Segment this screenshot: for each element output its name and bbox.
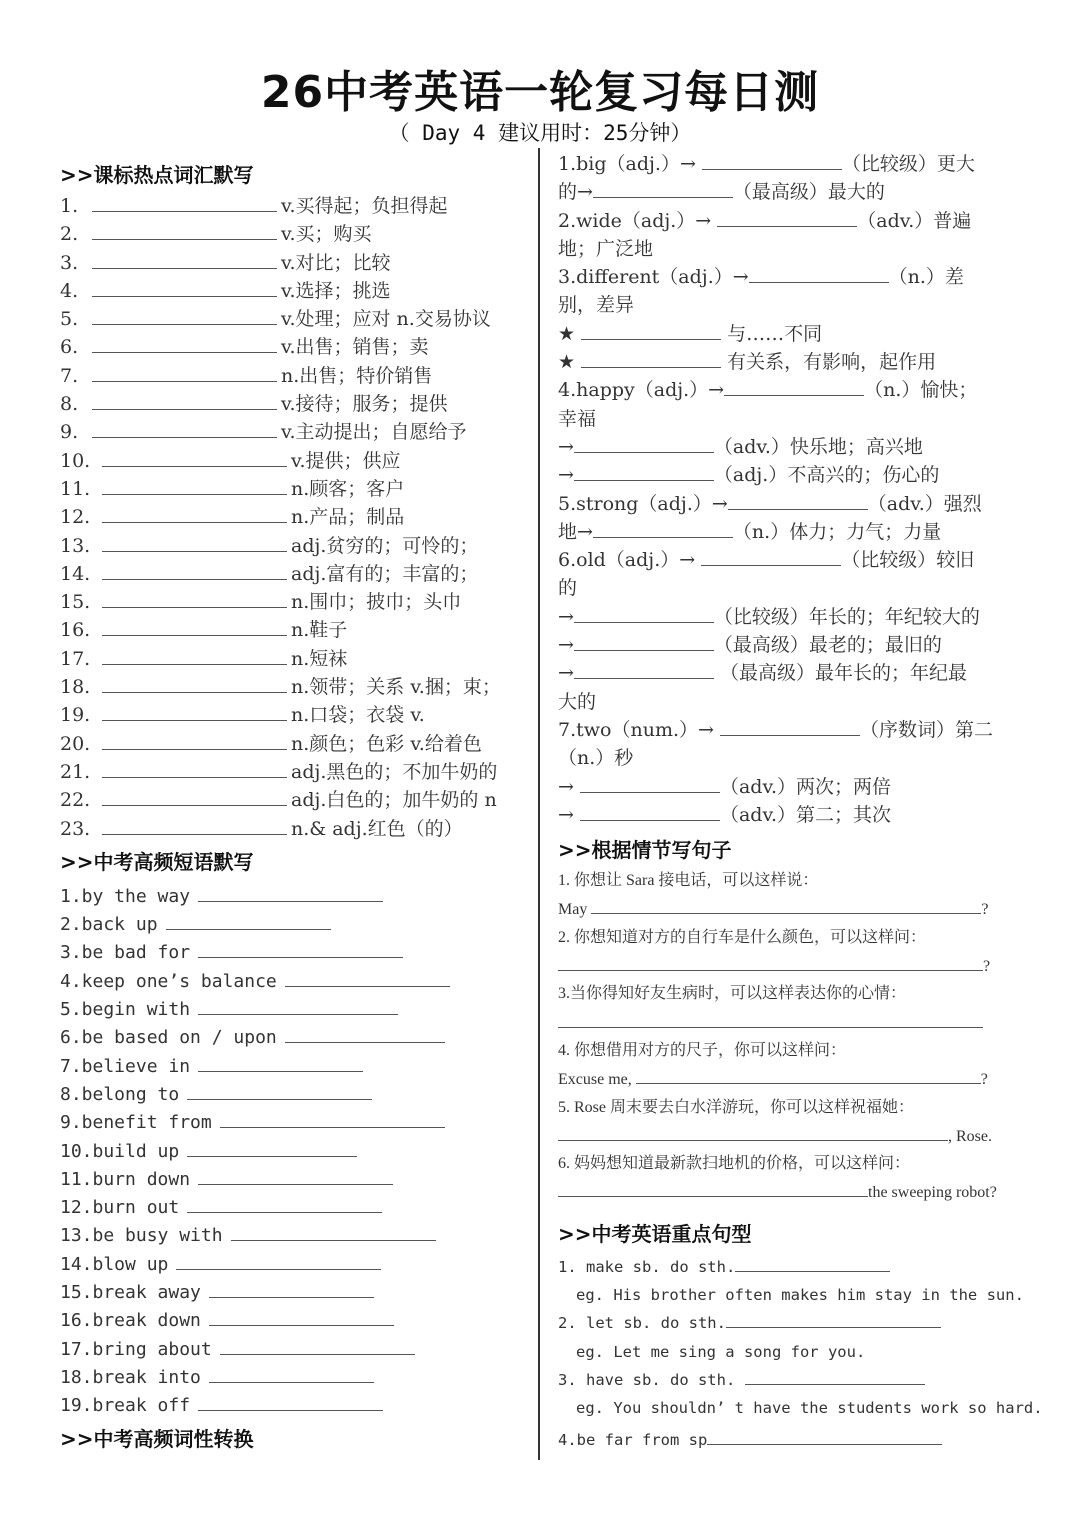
pattern-text: 2. let sb. do sth. bbox=[558, 1314, 726, 1333]
vocab-answer-blank[interactable] bbox=[102, 674, 287, 693]
vocab-answer-blank[interactable] bbox=[102, 759, 287, 778]
vocab-row bbox=[60, 758, 530, 786]
phrase-list bbox=[60, 883, 530, 1421]
wordform-prefix: ★ bbox=[558, 351, 582, 374]
phrase-answer-blank[interactable] bbox=[198, 883, 383, 902]
wordform-prefix: 1.big（adj.）→ bbox=[558, 153, 702, 175]
wordform-answer-blank[interactable] bbox=[717, 208, 857, 227]
wordform-answer-blank[interactable] bbox=[574, 604, 714, 623]
vocab-meaning: n.颜色；色彩 v.给着色 bbox=[291, 732, 482, 755]
wordform-prefix: 4.happy（adj.）→ bbox=[558, 379, 725, 402]
phrase-row bbox=[60, 1307, 530, 1335]
phrase-answer-blank[interactable] bbox=[166, 911, 331, 930]
vocab-meaning: v.买；购买 bbox=[281, 223, 372, 246]
vocab-meaning: n.& adj.红色（的） bbox=[291, 817, 463, 840]
vocab-answer-blank[interactable] bbox=[102, 646, 287, 665]
wordform-suffix: 有关系，有影响，起作用 bbox=[721, 351, 937, 374]
wordform-line bbox=[558, 207, 1033, 235]
sentence-prefix: Excuse me, bbox=[558, 1071, 636, 1089]
phrase-row bbox=[60, 1109, 530, 1137]
item-number: 5. bbox=[60, 308, 79, 331]
sentence-prompt: 4. 你想借用对方的尺子，你可以这样问： bbox=[558, 1041, 847, 1059]
sentence-answer-blank[interactable] bbox=[636, 1065, 981, 1084]
phrase-row bbox=[60, 1053, 530, 1081]
vocab-meaning: v.买得起；负担得起 bbox=[281, 195, 448, 217]
vocab-row bbox=[60, 277, 530, 305]
section-heading-patterns: >>中考英语重点句型 bbox=[558, 1221, 752, 1246]
vocab-answer-blank[interactable] bbox=[102, 476, 287, 495]
phrase-text: 12.burn out bbox=[60, 1197, 180, 1219]
wordform-answer-blank[interactable] bbox=[574, 434, 714, 453]
phrase-text: 6.be based on / upon bbox=[60, 1027, 277, 1049]
pattern-row bbox=[558, 1366, 1033, 1394]
phrase-text: 3.be bad for bbox=[60, 942, 191, 964]
wordform-suffix: （adv.）第二；其次 bbox=[719, 803, 891, 826]
phrase-row bbox=[60, 996, 530, 1024]
phrase-text: 2.back up bbox=[60, 914, 158, 936]
column-divider bbox=[538, 148, 540, 1460]
item-number: 4. bbox=[60, 279, 79, 302]
wordform-prefix: 6.old（adj.）→ bbox=[558, 549, 702, 572]
item-number: 22. bbox=[60, 789, 91, 812]
phrase-text: 1.by the way bbox=[60, 885, 191, 907]
phrase-text: 19.break off bbox=[60, 1395, 191, 1417]
sentence-answer-line bbox=[558, 1065, 1033, 1093]
vocab-list bbox=[60, 192, 530, 843]
vocab-row bbox=[60, 390, 530, 418]
wordform-answer-blank[interactable] bbox=[574, 462, 714, 481]
phrase-text: 8.belong to bbox=[60, 1083, 180, 1105]
wordform-line bbox=[558, 291, 1033, 319]
vocab-meaning: v.接待；服务；提供 bbox=[281, 393, 448, 416]
phrase-text: 18.break into bbox=[60, 1366, 201, 1388]
wordform-prefix: 5.strong（adj.）→ bbox=[558, 492, 728, 515]
vocab-answer-blank[interactable] bbox=[102, 787, 287, 806]
wordform-suffix: （序数词）第二 bbox=[859, 718, 993, 741]
section-heading-phrases: >>中考高频短语默写 bbox=[60, 849, 254, 874]
vocab-answer-blank[interactable] bbox=[102, 561, 287, 580]
vocab-answer-blank[interactable] bbox=[92, 306, 277, 325]
phrase-text: 11.burn down bbox=[60, 1168, 191, 1190]
phrase-row bbox=[60, 883, 530, 911]
wordform-prefix: ★ bbox=[558, 322, 582, 345]
wordform-prefix: 地；广泛地 bbox=[558, 237, 654, 260]
wordform-suffix: （n.）愉快； bbox=[864, 379, 978, 402]
phrase-text: 16.break down bbox=[60, 1310, 201, 1332]
right-column bbox=[558, 150, 1043, 1455]
wordform-line bbox=[558, 461, 1033, 489]
pattern-answer-blank[interactable] bbox=[707, 1426, 942, 1445]
phrase-row bbox=[60, 1279, 530, 1307]
vocab-answer-blank[interactable] bbox=[102, 504, 287, 523]
sentence-answer-blank[interactable] bbox=[558, 1122, 948, 1141]
vocab-answer-blank[interactable] bbox=[92, 363, 277, 382]
vocab-row bbox=[60, 588, 530, 616]
vocab-row bbox=[60, 532, 530, 560]
wordform-suffix: （最高级）最老的；最旧的 bbox=[713, 634, 942, 657]
wordform-suffix: （adv.）快乐地；高兴地 bbox=[713, 435, 923, 458]
vocab-answer-blank[interactable] bbox=[102, 702, 287, 721]
item-number: 17. bbox=[60, 647, 91, 670]
sentence-suffix: the sweeping robot? bbox=[868, 1184, 997, 1202]
wordform-prefix: → bbox=[558, 605, 574, 628]
phrase-answer-blank[interactable] bbox=[220, 1109, 445, 1128]
vocab-answer-blank[interactable] bbox=[92, 193, 277, 212]
pattern-row bbox=[558, 1253, 1033, 1281]
left-column bbox=[60, 158, 530, 1456]
item-number: 2. bbox=[60, 223, 79, 246]
wordform-suffix: （比较级）年长的；年纪较大的 bbox=[713, 605, 980, 628]
phrase-answer-blank[interactable] bbox=[231, 1222, 436, 1241]
phrase-answer-blank[interactable] bbox=[198, 996, 398, 1015]
vocab-row bbox=[60, 673, 530, 701]
vocab-row bbox=[60, 786, 530, 814]
pattern-answer-blank[interactable] bbox=[726, 1309, 941, 1328]
pattern-example: eg. Let me sing a song for you. bbox=[576, 1342, 866, 1361]
phrase-row bbox=[60, 939, 530, 967]
vocab-answer-blank[interactable] bbox=[102, 816, 287, 835]
phrase-row bbox=[60, 1251, 530, 1279]
phrase-answer-blank[interactable] bbox=[209, 1307, 394, 1326]
phrase-answer-blank[interactable] bbox=[220, 1336, 415, 1355]
phrase-text: 9.benefit from bbox=[60, 1112, 212, 1134]
vocab-row bbox=[60, 192, 530, 220]
pattern-answer-blank[interactable] bbox=[735, 1253, 890, 1272]
wordform-answer-blank[interactable] bbox=[581, 321, 721, 340]
item-number: 15. bbox=[60, 591, 91, 614]
wordform-line bbox=[558, 235, 1033, 263]
wordform-line bbox=[558, 376, 1033, 404]
item-number: 12. bbox=[60, 506, 91, 529]
wordform-answer-blank[interactable] bbox=[580, 802, 720, 821]
pattern-text: 3. have sb. do sth. bbox=[558, 1370, 745, 1389]
vocab-row bbox=[60, 362, 530, 390]
wordform-line bbox=[558, 801, 1033, 829]
phrase-text: 4.keep one’s balance bbox=[60, 970, 277, 992]
vocab-row bbox=[60, 333, 530, 361]
vocab-meaning: n.出售；特价销售 bbox=[281, 364, 433, 387]
pattern-list bbox=[558, 1253, 1043, 1455]
vocab-row bbox=[60, 475, 530, 503]
wordform-line bbox=[558, 348, 1033, 376]
phrase-row bbox=[60, 1364, 530, 1392]
phrase-row bbox=[60, 1336, 530, 1364]
vocab-row bbox=[60, 503, 530, 531]
vocab-meaning: adj.白色的；加牛奶的 n bbox=[291, 789, 497, 812]
wordform-prefix: → bbox=[558, 775, 580, 798]
wordform-prefix: （n.）秒 bbox=[558, 747, 634, 770]
vocab-row bbox=[60, 730, 530, 758]
wordform-answer-blank[interactable] bbox=[720, 717, 860, 736]
item-number: 14. bbox=[60, 562, 91, 585]
wordform-answer-blank[interactable] bbox=[702, 151, 842, 170]
phrase-text: 15.break away bbox=[60, 1281, 201, 1303]
section-heading-wordform: >>中考高频词性转换 bbox=[60, 1427, 254, 1452]
vocab-answer-blank[interactable] bbox=[92, 278, 277, 297]
vocab-answer-blank[interactable] bbox=[102, 731, 287, 750]
item-number: 3. bbox=[60, 251, 79, 274]
vocab-meaning: v.主动提出；自愿给予 bbox=[281, 421, 467, 444]
item-number: 10. bbox=[60, 449, 91, 472]
wordform-prefix: 大的 bbox=[558, 690, 597, 713]
phrase-answer-blank[interactable] bbox=[187, 1194, 382, 1213]
wordform-prefix: 的 bbox=[558, 577, 578, 600]
section-heading-sentences: >>根据情节写句子 bbox=[558, 838, 732, 863]
phrase-answer-blank[interactable] bbox=[198, 1392, 383, 1411]
wordform-line bbox=[558, 150, 1033, 178]
wordform-answer-blank[interactable] bbox=[574, 660, 714, 679]
vocab-row bbox=[60, 645, 530, 673]
wordform-line bbox=[558, 631, 1033, 659]
wordform-answer-blank[interactable] bbox=[581, 349, 721, 368]
vocab-answer-blank[interactable] bbox=[92, 419, 277, 438]
vocab-row bbox=[60, 418, 530, 446]
sentence-prompt: 3.当你得知好友生病时，可以这样表达你的心情： bbox=[558, 985, 907, 1003]
vocab-meaning: v.选择；挑选 bbox=[281, 279, 391, 302]
wordform-prefix: 3.different（adj.）→ bbox=[558, 266, 749, 289]
sentence-answer-line bbox=[558, 1178, 1033, 1206]
wordform-answer-blank[interactable] bbox=[574, 632, 714, 651]
phrase-row bbox=[60, 911, 530, 939]
vocab-answer-blank[interactable] bbox=[102, 617, 287, 636]
item-number: 16. bbox=[60, 619, 91, 642]
wordform-line bbox=[558, 178, 1033, 206]
vocab-row bbox=[60, 305, 530, 333]
sentence-list bbox=[558, 867, 1033, 1207]
wordform-prefix: 幸福 bbox=[558, 407, 597, 430]
phrase-text: 7.believe in bbox=[60, 1055, 191, 1077]
vocab-meaning: v.提供；供应 bbox=[291, 449, 401, 472]
phrase-answer-blank[interactable] bbox=[209, 1279, 374, 1298]
sentence-answer-blank[interactable] bbox=[558, 1009, 983, 1028]
wordform-suffix: （adv.）普遍 bbox=[857, 209, 972, 232]
vocab-answer-blank[interactable] bbox=[92, 221, 277, 240]
wordform-line bbox=[558, 405, 1033, 433]
wordform-suffix: （n.）差 bbox=[888, 266, 964, 289]
phrase-answer-blank[interactable] bbox=[209, 1364, 374, 1383]
wordform-prefix: → bbox=[558, 435, 574, 458]
wordform-line bbox=[558, 603, 1033, 631]
item-number: 8. bbox=[60, 393, 79, 416]
pattern-text: 4.be far from sp bbox=[558, 1431, 708, 1450]
wordform-answer-blank[interactable] bbox=[593, 519, 733, 538]
vocab-row bbox=[60, 249, 530, 277]
pattern-example: eg. His brother often makes him stay in the sun. bbox=[576, 1285, 1024, 1304]
vocab-meaning: n.顾客；客户 bbox=[291, 477, 405, 500]
phrase-answer-blank[interactable] bbox=[187, 1081, 372, 1100]
vocab-meaning: v.出售；销售；卖 bbox=[281, 336, 429, 359]
vocab-meaning: n.围巾；披巾；头巾 bbox=[291, 591, 462, 614]
wordform-suffix: （adv.）两次；两倍 bbox=[719, 775, 891, 798]
sentence-suffix: ? bbox=[981, 901, 989, 919]
vocab-meaning: adj.黑色的；不加牛奶的 bbox=[291, 760, 498, 783]
vocab-answer-blank[interactable] bbox=[102, 448, 287, 467]
wordform-suffix: （比较级）较旧 bbox=[841, 549, 975, 572]
phrase-answer-blank[interactable] bbox=[198, 1053, 363, 1072]
phrase-row bbox=[60, 1222, 530, 1250]
sentence-prefix: May bbox=[558, 901, 592, 919]
phrase-answer-blank[interactable] bbox=[198, 939, 403, 958]
section-heading-vocab: >>课标热点词汇默写 bbox=[60, 163, 254, 187]
item-number: 1. bbox=[60, 195, 79, 217]
vocab-meaning: n.鞋子 bbox=[291, 619, 348, 642]
phrase-text: 10.build up bbox=[60, 1140, 180, 1162]
item-number: 20. bbox=[60, 732, 91, 755]
wordform-suffix: （最高级）最大的 bbox=[732, 181, 885, 204]
sentence-answer-line bbox=[558, 895, 1033, 923]
wordform-line bbox=[558, 263, 1033, 291]
vocab-row bbox=[60, 560, 530, 588]
vocab-meaning: n.短袜 bbox=[291, 647, 348, 670]
wordform-answer-blank[interactable] bbox=[701, 547, 841, 566]
sentence-answer-blank[interactable] bbox=[558, 952, 983, 971]
vocab-meaning: n.口袋；衣袋 v. bbox=[291, 704, 425, 727]
wordform-line bbox=[558, 433, 1033, 461]
phrase-row bbox=[60, 1138, 530, 1166]
wordform-line bbox=[558, 716, 1033, 744]
pattern-answer-blank[interactable] bbox=[745, 1366, 925, 1385]
sentence-answer-line bbox=[558, 1009, 1033, 1037]
phrase-answer-blank[interactable] bbox=[187, 1138, 357, 1157]
wordform-prefix: 2.wide（adj.）→ bbox=[558, 209, 718, 232]
sentence-suffix: , Rose. bbox=[948, 1127, 992, 1145]
wordform-line bbox=[558, 688, 1033, 716]
phrase-row bbox=[60, 1166, 530, 1194]
sentence-answer-blank[interactable] bbox=[558, 1178, 868, 1197]
wordform-line bbox=[558, 320, 1033, 348]
sentence-answer-line bbox=[558, 952, 1033, 980]
wordform-line bbox=[558, 546, 1033, 574]
vocab-answer-blank[interactable] bbox=[92, 334, 277, 353]
item-number: 18. bbox=[60, 676, 91, 699]
sentence-answer-blank[interactable] bbox=[591, 895, 981, 914]
item-number: 11. bbox=[60, 477, 91, 500]
wordform-prefix: 地→ bbox=[558, 520, 593, 543]
phrase-answer-blank[interactable] bbox=[176, 1251, 381, 1270]
vocab-meaning: n.领带；关系 v.捆；束； bbox=[291, 676, 501, 699]
phrase-row bbox=[60, 1392, 530, 1420]
pattern-example: eg. You shouldn’ t have the students work so hard. bbox=[576, 1399, 1043, 1418]
phrase-answer-blank[interactable] bbox=[285, 1024, 445, 1043]
wordform-line bbox=[558, 490, 1033, 518]
wordform-answer-blank[interactable] bbox=[749, 264, 889, 283]
wordform-suffix: （n.）体力；力气；力量 bbox=[732, 520, 942, 543]
phrase-text: 14.blow up bbox=[60, 1253, 169, 1275]
item-number: 6. bbox=[60, 336, 79, 359]
vocab-row bbox=[60, 220, 530, 248]
vocab-answer-blank[interactable] bbox=[102, 533, 287, 552]
vocab-row bbox=[60, 447, 530, 475]
wordform-list bbox=[558, 150, 1033, 829]
wordform-prefix: 别，差异 bbox=[558, 294, 635, 317]
wordform-suffix: （比较级）更大 bbox=[841, 153, 975, 175]
wordform-prefix: → bbox=[558, 662, 574, 685]
item-number: 7. bbox=[60, 364, 79, 387]
wordform-suffix: （adv.）强烈 bbox=[867, 492, 982, 515]
wordform-prefix: 7.two（num.）→ bbox=[558, 718, 720, 741]
item-number: 9. bbox=[60, 421, 79, 444]
vocab-meaning: v.对比；比较 bbox=[281, 251, 391, 274]
vocab-row bbox=[60, 616, 530, 644]
vocab-answer-blank[interactable] bbox=[92, 391, 277, 410]
pattern-text: 1. make sb. do sth. bbox=[558, 1257, 736, 1276]
phrase-text: 17.bring about bbox=[60, 1338, 212, 1360]
page-subtitle: （ Day 4 建议用时：25分钟） bbox=[388, 121, 692, 145]
wordform-suffix: （最高级）最年长的；年纪最 bbox=[713, 662, 967, 685]
wordform-prefix: 的→ bbox=[558, 181, 593, 204]
phrase-row bbox=[60, 968, 530, 996]
sentence-prompt: 1. 你想让 Sara 接电话，可以这样说： bbox=[558, 872, 819, 890]
vocab-row bbox=[60, 701, 530, 729]
vocab-meaning: v.处理；应对 n.交易协议 bbox=[281, 308, 491, 331]
wordform-answer-blank[interactable] bbox=[580, 774, 720, 793]
wordform-prefix: → bbox=[558, 803, 580, 826]
vocab-answer-blank[interactable] bbox=[102, 589, 287, 608]
sentence-prompt: 2. 你想知道对方的自行车是什么颜色，可以这样问： bbox=[558, 928, 927, 946]
wordform-answer-blank[interactable] bbox=[593, 179, 733, 198]
item-number: 13. bbox=[60, 534, 91, 557]
wordform-prefix: → bbox=[558, 634, 574, 657]
wordform-line bbox=[558, 744, 1033, 772]
wordform-line bbox=[558, 773, 1033, 801]
wordform-line bbox=[558, 518, 1033, 546]
phrase-answer-blank[interactable] bbox=[285, 968, 450, 987]
wordform-line bbox=[558, 659, 1033, 687]
pattern-row bbox=[558, 1309, 1033, 1337]
item-number: 23. bbox=[60, 817, 91, 840]
wordform-suffix: 与……不同 bbox=[721, 322, 823, 345]
phrase-text: 13.be busy with bbox=[60, 1225, 223, 1247]
item-number: 21. bbox=[60, 760, 91, 783]
wordform-prefix: → bbox=[558, 464, 574, 487]
sentence-prompt: 5. Rose 周末要去白水洋游玩，你可以这样祝福她： bbox=[558, 1098, 915, 1116]
vocab-answer-blank[interactable] bbox=[92, 250, 277, 269]
vocab-meaning: n.产品；制品 bbox=[291, 506, 405, 529]
wordform-suffix: （adj.）不高兴的；伤心的 bbox=[713, 464, 940, 487]
wordform-answer-blank[interactable] bbox=[728, 491, 868, 510]
vocab-meaning: adj.贫穷的；可怜的； bbox=[291, 534, 479, 557]
sentence-suffix: ? bbox=[983, 958, 991, 976]
page-title: 26中考英语一轮复习每日测 bbox=[260, 67, 820, 118]
phrase-row bbox=[60, 1194, 530, 1222]
wordform-line bbox=[558, 574, 1033, 602]
sentence-prompt: 6. 妈妈想知道最新款扫地机的价格，可以这样问： bbox=[558, 1155, 911, 1173]
phrase-row bbox=[60, 1024, 530, 1052]
vocab-row bbox=[60, 815, 530, 843]
item-number: 19. bbox=[60, 704, 91, 727]
phrase-answer-blank[interactable] bbox=[198, 1166, 393, 1185]
phrase-text: 5.begin with bbox=[60, 999, 191, 1021]
sentence-suffix: ? bbox=[980, 1071, 988, 1089]
pattern-row bbox=[558, 1426, 1033, 1454]
vocab-meaning: adj.富有的；丰富的； bbox=[291, 562, 479, 585]
phrase-row bbox=[60, 1081, 530, 1109]
wordform-answer-blank[interactable] bbox=[724, 377, 864, 396]
sentence-answer-line bbox=[558, 1122, 1033, 1150]
